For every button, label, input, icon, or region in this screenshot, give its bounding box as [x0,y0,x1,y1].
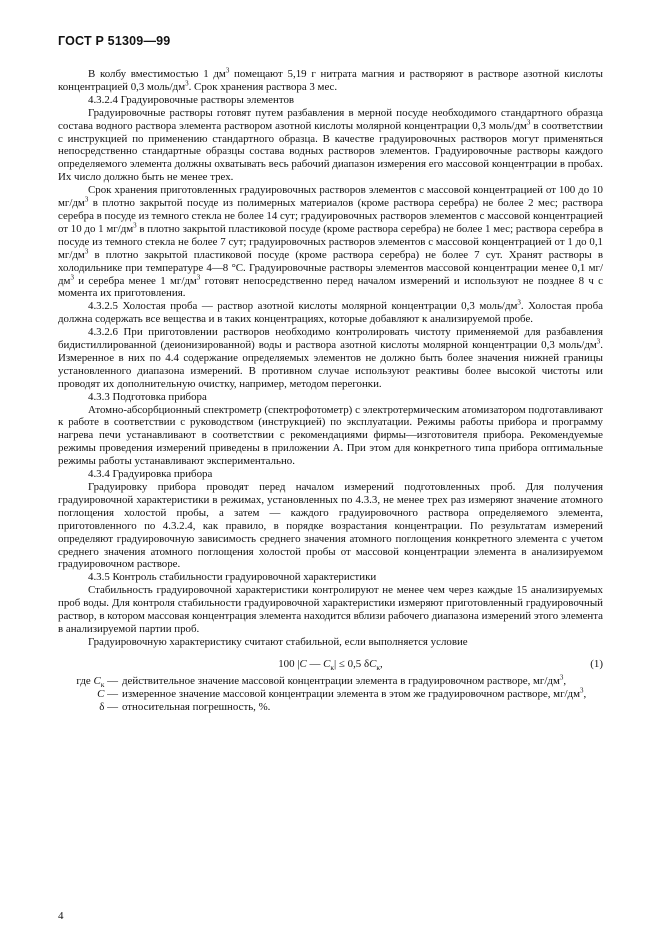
paragraphs [58,68,603,649]
paragraph: Градуировочные растворы готовят путем разбавления в мерной посуде необходимого стандартного образца состава водного раствора элемента раствором азотной кислоты молярной концентрации 0,3 моль/$дм^3$ в соответствии с инструкцией по применению стандартного образца. В качестве градуировочных растворов могут применяться непосредственно стандартные образцы состава водных растворов элементов. Градуировочные растворы каждого определяемого элемента должны охватывать весь рабочий диапазон измерения его массовой концентрации в пробах. Их число должно быть не менее трех. [58,106,604,184]
section-heading: 4.3.3 Подготовка прибора [88,390,207,403]
formula-1 [58,654,603,674]
paragraph: Градуировку прибора проводят перед началом измерений подготовленных проб. Для получения градуировочной характеристики в режимах, установленных по 4.3.3, не менее трех раз измеряют значение атомного поглощения холостой пробы, а затем — каждого градуировочного раствора определяемого элемента, приготовленного по 4.3.2.4, как правило, в порядке возрастания концентрации. По результатам измерений определяют градуировочную зависимость среднего значения атомного поглощения конкретного элемента с учетом среднего значения атомного поглощения холостой пробы от массовой концентрации элемента в анализируемом градуировочном растворе. [58,481,603,571]
paragraph: 4.3.2.6 При приготовлении растворов необходимо контролировать чистоту применяемой для разбавления бидистиллированной (деионизированной) воды и раствора азотной кислоты молярной концентрации 0,3 моль/$дм^3$. Измеренное в них по 4.4 содержание определяемых элементов не должно быть более значения нижней границы установленного диапазона измерений. В противном случае используют реактивы более высокой чистоты или проводят их дополнительную очистку, например, методом перегонки. [58,326,603,390]
page-number: 4 [58,910,64,922]
document-body [58,68,603,714]
formula-definitions [58,675,603,714]
definition-row [58,701,603,714]
paragraph: Градуировочную характеристику считают стабильной, если выполняется условие [88,635,468,648]
definition-text: относительная погрешность, %. [122,700,271,713]
paragraph: В колбу вместимостью 1 $дм^3$ помещают 5,19 г нитрата магния и растворяют в растворе азотной кислоты концентрацией 0,3 моль/$дм^3$. Срок хранения раствора 3 мес. [58,66,603,93]
definition-row [58,675,603,688]
definition-text: действительное значение массовой концентрации элемента в градуировочном растворе, $мг/дм^3$, [122,673,567,687]
formula-expression: 100 |C — $C_к| \le 0,5$ $\delta C_к$, [278,657,383,672]
definition-symbol: C — [97,687,118,700]
paragraph: 4.3.2.5 Холостая проба — раствор азотной кислоты молярной концентрации 0,3 моль/$дм^3$. Холостая проба должна содержать все вещества и в таких концентрациях, которые добавляют к анализируемой пробе. [58,298,603,326]
formula-number: (1) [590,657,603,670]
definition-symbol: где $C_к$ — [76,674,118,689]
standard-header: ГОСТ Р 51309—99 [58,34,171,48]
definition-row [58,688,603,701]
paragraph: Срок хранения приготовленных градуировочных растворов элементов с массовой концентрацией от 100 до 10 $мг/дм^3$ в плотно закрытой посуде из полимерных материалов (кроме раствора серебра) не более 2 мес; раствора серебра в посуде из темного стекла не более 14 сут; градуировочных растворов элементов с массовой концентрацией от 10 до 1 $мг/дм^3$ в плотно закрытой пластиковой посуде (кроме раствора серебра) не более 1 мес; раствора серебра в посуде из темного стекла не более 7 сут; градуировочных растворов элементов с массовой концентрацией от 1 до 0,1 $мг/дм^3$ в плотно закрытой пластиковой посуде (кроме раствора серебра) не более 7 сут. Хранят растворы в холодильнике при температуре 4—8 °С. Градуировочные растворы элементов массовой концентрации менее 0,1 $мг/дм^3$ и серебра менее 1 $мг/дм^3$ готовят непосредственно перед началом измерений и используют не позднее 8 ч с момента их приготовления. [58,184,604,300]
paragraph: Атомно-абсорбционный спектрометр (спектрофотометр) с электротермическим атомизатором подготавливают к работе в соответствии с руководством (инструкцией) по эксплуатации. Режимы работы прибора и программу нагрева печи устанавливают в соответствии с рекомендациями фирмы—изготовителя прибора. Рекомендуемые режимы проведения измерений приведены в приложении А. При этом для конкретного типа прибора оптимальные режимы работы устанавливают экспериментально. [58,403,603,468]
section-heading: 4.3.5 Контроль стабильности градуировочной характеристики [88,571,377,584]
definition-text: измеренное значение массовой концентрации элемента в этом же градуировочном растворе, $мг/дм^3$, [122,686,587,700]
section-heading: 4.3.4 Градуировка прибора [88,468,213,481]
section-heading: 4.3.2.4 Градуировочные растворы элементов [88,93,295,106]
paragraph: Стабильность градуировочной характеристики контролируют не менее чем через каждые 15 анализируемых проб воды. Для контроля стабильности градуировочной характеристики измеряют приготовленный градуировочный раствор, в котором массовая концентрация элемента находится вблизи рабочего диапазона измерений этого элемента в анализируемой партии проб. [58,584,603,635]
definition-symbol: δ — [99,700,118,713]
